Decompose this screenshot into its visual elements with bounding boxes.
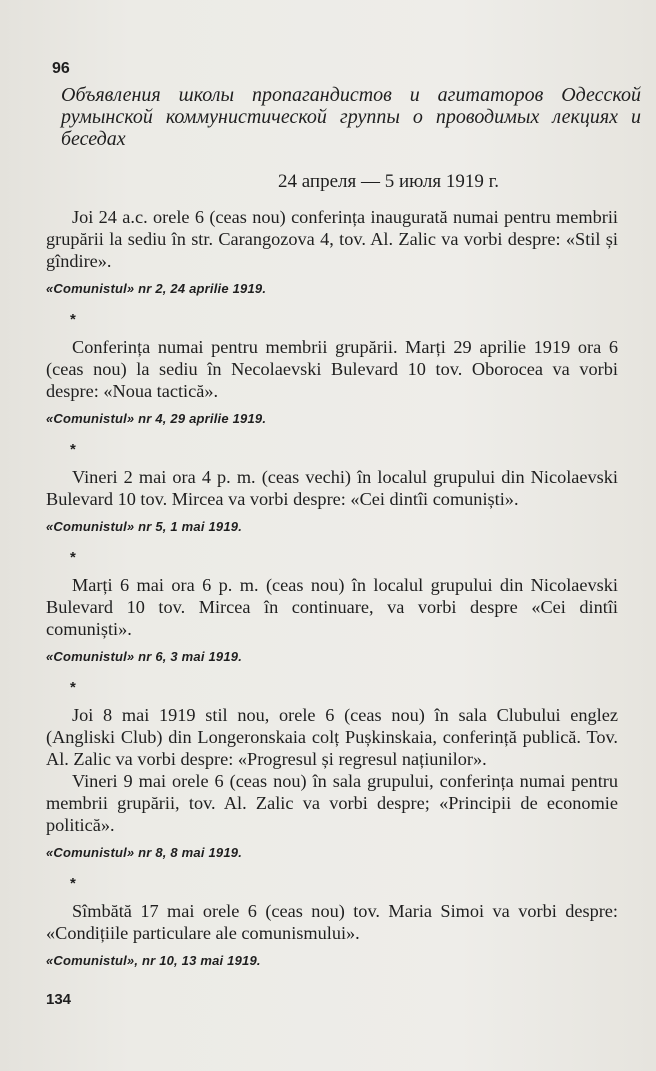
entry-source: «Comunistul», nr 10, 13 mai 1919. [46, 953, 261, 968]
entry [46, 680, 646, 862]
entry-source: «Comunistul» nr 5, 1 mai 1919. [46, 519, 243, 534]
entry-source: «Comunistul» nr 4, 29 aprilie 1919. [46, 411, 267, 426]
entry [46, 876, 646, 970]
entry [46, 442, 646, 536]
header-page-number: 96 [52, 60, 70, 77]
separator-asterisk: * [70, 549, 76, 566]
entry [46, 312, 646, 428]
entry-paragraph: Joi 8 mai 1919 stil nou, orele 6 (ceas nou) în sala Clubului englez (Angliski Club) din Longeronskaia colț Pușkinskaia, conferință publică. Tov. Al. Zalic va vorbi despre: «Progresul și regresul națiunilor». [46, 705, 618, 769]
entry-paragraph: Vineri 9 mai orele 6 (ceas nou) în sala grupului, conferința numai pentru membrii grupării, tov. Al. Zalic va vorbi despre; «Principii de economie politică». [46, 771, 618, 835]
separator-asterisk: * [70, 311, 76, 328]
entry [46, 550, 646, 666]
entry-source: «Comunistul» nr 2, 24 aprilie 1919. [46, 281, 267, 296]
entry [46, 206, 646, 298]
separator-asterisk: * [70, 441, 76, 458]
page-content [46, 58, 646, 970]
separator-asterisk: * [70, 679, 76, 696]
document-dates: 24 апреля — 5 июля 1919 г. [278, 171, 500, 192]
entry-source: «Comunistul» nr 8, 8 mai 1919. [46, 845, 243, 860]
document-heading: Объявления школы пропагандистов и агитаторов Одесской румынской коммунистической группы о проводимых лекциях и беседах [61, 84, 641, 150]
entry-paragraph: Sîmbătă 17 mai orele 6 (ceas nou) tov. Maria Simoi va vorbi despre: «Condițiile particulare ale comunismului». [46, 901, 618, 943]
entry-paragraph: Joi 24 a.c. orele 6 (ceas nou) conferința inaugurată numai pentru membrii grupării la sediu în str. Carangozova 4, tov. Al. Zalic va vorbi despre: «Stil și gîndire». [46, 207, 618, 271]
entry-source: «Comunistul» nr 6, 3 mai 1919. [46, 649, 243, 664]
entry-paragraph: Marți 6 mai ora 6 p. m. (ceas nou) în localul grupului din Nicolaevski Bulevard 10 tov. Mircea în continuare, va vorbi despre «Cei dintîi comuniști». [46, 575, 618, 639]
footer-page-number: 134 [46, 991, 72, 1008]
entry-paragraph: Conferința numai pentru membrii grupării. Marți 29 aprilie 1919 ora 6 (ceas nou) la sediu în Necolaevski Bulevard 10 tov. Oborocea va vorbi despre: «Noua tactică». [46, 337, 618, 401]
entry-paragraph: Vineri 2 mai ora 4 p. m. (ceas vechi) în localul grupului din Nicolaevski Bulevard 10 tov. Mircea va vorbi despre: «Cei dintîi comuniști». [46, 467, 618, 509]
separator-asterisk: * [70, 875, 76, 892]
